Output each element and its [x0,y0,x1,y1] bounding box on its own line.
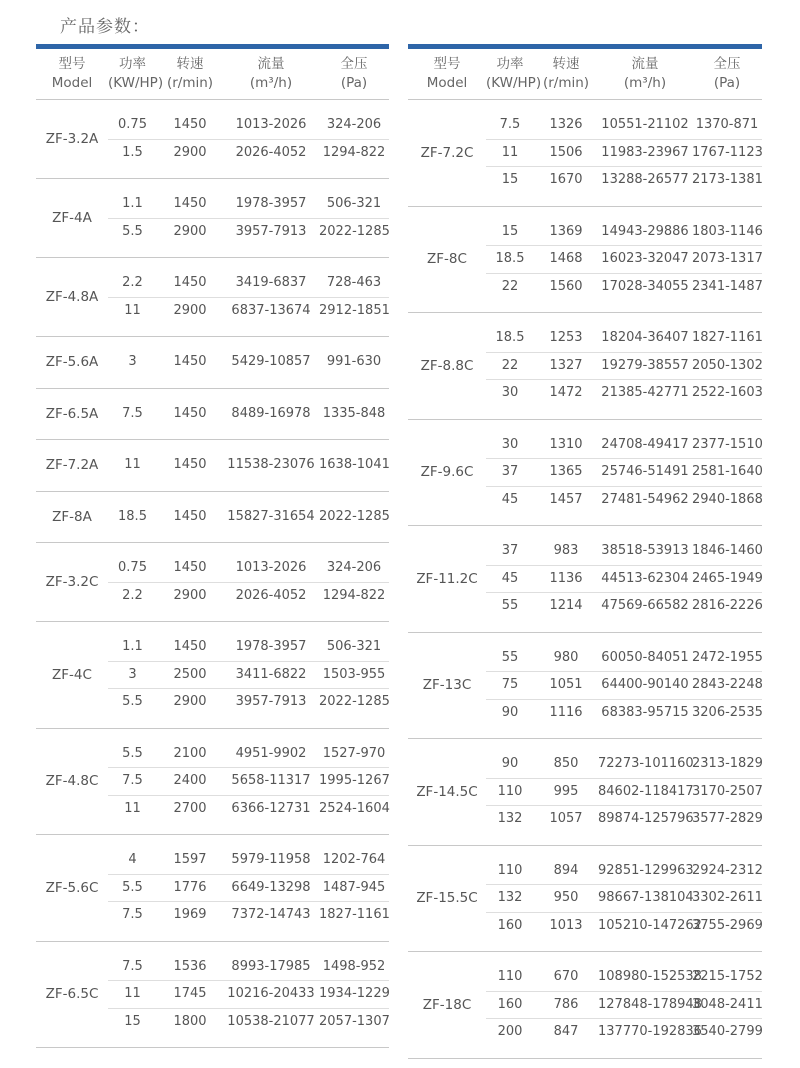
power-cell: 5.5 [108,874,157,902]
power-cell: 90 [486,699,534,739]
header-speed: 转速 (r/min) [166,56,214,91]
speed-cell: 980 [534,632,598,672]
power-cell: 5.5 [108,218,157,258]
table-row [36,258,389,298]
table-row [36,179,389,219]
pressure-cell: 506-321 [319,622,389,662]
flow-cell: 4951-9902 [223,728,319,768]
power-cell: 90 [486,739,534,779]
power-cell: 110 [486,845,534,885]
pressure-cell: 1638-1041 [319,440,389,492]
model-cell: ZF-7.2C [408,100,486,207]
pressure-cell: 2173-1381 [692,167,762,207]
speed-cell: 1365 [534,459,598,487]
pressure-cell: 3170-2507 [692,778,762,806]
table-row [36,941,389,981]
header-pressure: 全压 (Pa) [340,56,368,91]
pressure-cell: 2924-2312 [692,845,762,885]
pressure-cell: 2843-2248 [692,672,762,700]
flow-cell: 64400-90140 [598,672,692,700]
power-cell: 1.1 [108,179,157,219]
power-cell: 55 [486,632,534,672]
speed-cell: 1369 [534,206,598,246]
flow-cell: 68383-95715 [598,699,692,739]
speed-cell: 1214 [534,593,598,633]
table-row [36,622,389,662]
power-cell: 1.1 [108,622,157,662]
pressure-cell: 2377-1510 [692,419,762,459]
flow-cell: 84602-118417 [598,778,692,806]
model-cell: ZF-18C [408,952,486,1059]
speed-cell: 983 [534,526,598,566]
pressure-cell: 1995-1267 [319,768,389,796]
model-cell: ZF-4A [36,179,108,258]
flow-cell: 2026-4052 [223,582,319,622]
flow-cell: 60050-84051 [598,632,692,672]
power-cell: 37 [486,459,534,487]
model-cell: ZF-5.6A [36,337,108,389]
table-row [408,419,762,459]
speed-cell: 1450 [157,179,223,219]
pressure-cell: 3577-2829 [692,806,762,846]
flow-cell: 13288-26577 [598,167,692,207]
flow-cell: 98667-138104 [598,885,692,913]
flow-cell: 1013-2026 [223,543,319,583]
model-cell: ZF-8A [36,491,108,543]
table-row [36,543,389,583]
speed-cell: 1450 [157,622,223,662]
flow-cell: 8993-17985 [223,941,319,981]
power-cell: 15 [108,1008,157,1048]
pressure-cell: 2215-1752 [692,952,762,992]
flow-cell: 27481-54962 [598,486,692,526]
pressure-cell: 1294-822 [319,139,389,179]
power-cell: 55 [486,593,534,633]
power-cell: 30 [486,419,534,459]
model-cell: ZF-15.5C [408,845,486,952]
model-cell: ZF-4C [36,622,108,729]
speed-cell: 894 [534,845,598,885]
speed-cell: 1472 [534,380,598,420]
table-row [36,100,389,140]
flow-cell: 3957-7913 [223,689,319,729]
speed-cell: 1506 [534,139,598,167]
header-flow: 流量 (m³/h) [623,56,667,91]
power-cell: 5.5 [108,728,157,768]
pressure-cell: 2022-1285 [319,491,389,543]
speed-cell: 1326 [534,100,598,140]
flow-cell: 14943-29886 [598,206,692,246]
speed-cell: 1560 [534,273,598,313]
header-model: 型号 Model [426,56,468,91]
speed-cell: 1013 [534,912,598,952]
flow-cell: 44513-62304 [598,565,692,593]
power-cell: 7.5 [108,388,157,440]
flow-cell: 2026-4052 [223,139,319,179]
speed-cell: 1253 [534,313,598,353]
flow-cell: 89874-125796 [598,806,692,846]
flow-cell: 3419-6837 [223,258,319,298]
pressure-cell: 1527-970 [319,728,389,768]
pressure-cell: 2522-1603 [692,380,762,420]
pressure-cell: 1335-848 [319,388,389,440]
header-flow: 流量 (m³/h) [249,56,293,91]
speed-cell: 1051 [534,672,598,700]
speed-cell: 1468 [534,246,598,274]
speed-cell: 1450 [157,337,223,389]
pressure-cell: 1767-1123 [692,139,762,167]
power-cell: 110 [486,952,534,992]
speed-cell: 2500 [157,661,223,689]
table-header [36,47,389,100]
pressure-cell: 2050-1302 [692,352,762,380]
flow-cell: 24708-49417 [598,419,692,459]
power-cell: 3 [108,337,157,389]
pressure-cell: 2816-2226 [692,593,762,633]
speed-cell: 1450 [157,258,223,298]
table-row [408,632,762,672]
speed-cell: 847 [534,1019,598,1059]
power-cell: 11 [486,139,534,167]
pressure-cell: 1827-1161 [692,313,762,353]
flow-cell: 47569-66582 [598,593,692,633]
power-cell: 7.5 [108,902,157,942]
flow-cell: 38518-53913 [598,526,692,566]
speed-cell: 1450 [157,543,223,583]
flow-cell: 72273-101160 [598,739,692,779]
flow-cell: 1978-3957 [223,179,319,219]
flow-cell: 17028-34055 [598,273,692,313]
table-row [36,835,389,875]
table-row [408,952,762,992]
flow-cell: 5979-11958 [223,835,319,875]
pressure-cell: 991-630 [319,337,389,389]
speed-cell: 1136 [534,565,598,593]
pressure-cell: 1503-955 [319,661,389,689]
flow-cell: 6366-12731 [223,795,319,835]
pressure-cell: 2073-1317 [692,246,762,274]
speed-cell: 2900 [157,297,223,337]
pressure-cell: 2341-1487 [692,273,762,313]
table-row [36,388,389,440]
power-cell: 110 [486,778,534,806]
table-row [36,440,389,492]
flow-cell: 105210-147262 [598,912,692,952]
pressure-cell: 1934-1229 [319,981,389,1009]
power-cell: 22 [486,352,534,380]
power-cell: 18.5 [486,313,534,353]
flow-cell: 19279-38557 [598,352,692,380]
header-pressure: 全压 (Pa) [713,56,741,91]
flow-cell: 16023-32047 [598,246,692,274]
flow-cell: 8489-16978 [223,388,319,440]
speed-cell: 1327 [534,352,598,380]
page-title: 产品参数： [60,17,150,37]
model-cell: ZF-8.8C [408,313,486,420]
model-cell: ZF-13C [408,632,486,739]
table-header [408,47,762,100]
pressure-cell: 2912-1851 [319,297,389,337]
power-cell: 30 [486,380,534,420]
pressure-cell: 2313-1829 [692,739,762,779]
power-cell: 15 [486,206,534,246]
pressure-cell: 3540-2799 [692,1019,762,1059]
power-cell: 18.5 [486,246,534,274]
power-cell: 75 [486,672,534,700]
table-row [408,313,762,353]
power-cell: 7.5 [486,100,534,140]
flow-cell: 127848-178948 [598,991,692,1019]
power-cell: 11 [108,297,157,337]
speed-cell: 1969 [157,902,223,942]
flow-cell: 25746-51491 [598,459,692,487]
power-cell: 15 [486,167,534,207]
pressure-cell: 728-463 [319,258,389,298]
flow-cell: 10216-20433 [223,981,319,1009]
spec-table-left [36,44,389,1048]
flow-cell: 3411-6822 [223,661,319,689]
pressure-cell: 506-321 [319,179,389,219]
model-cell: ZF-9.6C [408,419,486,526]
model-cell: ZF-8C [408,206,486,313]
speed-cell: 1450 [157,100,223,140]
table-row [408,845,762,885]
flow-cell: 92851-129963 [598,845,692,885]
power-cell: 1.5 [108,139,157,179]
speed-cell: 1457 [534,486,598,526]
table-row [408,100,762,140]
flow-cell: 5658-11317 [223,768,319,796]
pressure-cell: 3048-2411 [692,991,762,1019]
speed-cell: 1310 [534,419,598,459]
power-cell: 11 [108,795,157,835]
power-cell: 3 [108,661,157,689]
pressure-cell: 2472-1955 [692,632,762,672]
spec-table-right [408,44,762,1059]
power-cell: 45 [486,565,534,593]
model-cell: ZF-6.5C [36,941,108,1048]
power-cell: 0.75 [108,100,157,140]
power-cell: 18.5 [108,491,157,543]
speed-cell: 2900 [157,218,223,258]
model-cell: ZF-6.5A [36,388,108,440]
flow-cell: 6649-13298 [223,874,319,902]
speed-cell: 850 [534,739,598,779]
speed-cell: 2900 [157,582,223,622]
pressure-cell: 1487-945 [319,874,389,902]
pressure-cell: 1202-764 [319,835,389,875]
flow-cell: 108980-152538 [598,952,692,992]
pressure-cell: 1498-952 [319,941,389,981]
speed-cell: 1776 [157,874,223,902]
speed-cell: 1536 [157,941,223,981]
model-cell: ZF-7.2A [36,440,108,492]
flow-cell: 21385-42771 [598,380,692,420]
power-cell: 160 [486,991,534,1019]
table-row [408,739,762,779]
table-row [408,206,762,246]
power-cell: 7.5 [108,768,157,796]
pressure-cell: 2940-1868 [692,486,762,526]
speed-cell: 1597 [157,835,223,875]
power-cell: 11 [108,981,157,1009]
table-row [408,526,762,566]
model-cell: ZF-4.8C [36,728,108,835]
power-cell: 7.5 [108,941,157,981]
flow-cell: 15827-31654 [223,491,319,543]
model-cell: ZF-4.8A [36,258,108,337]
power-cell: 37 [486,526,534,566]
pressure-cell: 3755-2969 [692,912,762,952]
speed-cell: 1450 [157,388,223,440]
pressure-cell: 1846-1460 [692,526,762,566]
flow-cell: 1978-3957 [223,622,319,662]
pressure-cell: 324-206 [319,100,389,140]
speed-cell: 1057 [534,806,598,846]
power-cell: 22 [486,273,534,313]
pressure-cell: 2057-1307 [319,1008,389,1048]
model-cell: ZF-3.2C [36,543,108,622]
speed-cell: 1450 [157,491,223,543]
pressure-cell: 3302-2611 [692,885,762,913]
header-power: 功率 (KW/HP) [486,56,542,91]
table-row [36,337,389,389]
pressure-cell: 1827-1161 [319,902,389,942]
pressure-cell: 2022-1285 [319,689,389,729]
pressure-cell: 3206-2535 [692,699,762,739]
power-cell: 132 [486,806,534,846]
model-cell: ZF-11.2C [408,526,486,633]
pressure-cell: 1370-871 [692,100,762,140]
flow-cell: 1013-2026 [223,100,319,140]
power-cell: 11 [108,440,157,492]
flow-cell: 18204-36407 [598,313,692,353]
table-row [36,728,389,768]
flow-cell: 10551-21102 [598,100,692,140]
pressure-cell: 324-206 [319,543,389,583]
power-cell: 4 [108,835,157,875]
flow-cell: 11538-23076 [223,440,319,492]
model-cell: ZF-14.5C [408,739,486,846]
table-row [36,491,389,543]
speed-cell: 670 [534,952,598,992]
power-cell: 132 [486,885,534,913]
speed-cell: 2400 [157,768,223,796]
speed-cell: 1745 [157,981,223,1009]
speed-cell: 2100 [157,728,223,768]
flow-cell: 11983-23967 [598,139,692,167]
power-cell: 160 [486,912,534,952]
speed-cell: 950 [534,885,598,913]
power-cell: 2.2 [108,258,157,298]
power-cell: 2.2 [108,582,157,622]
pressure-cell: 1294-822 [319,582,389,622]
power-cell: 200 [486,1019,534,1059]
flow-cell: 6837-13674 [223,297,319,337]
flow-cell: 3957-7913 [223,218,319,258]
header-model: 型号 Model [51,56,93,91]
header-speed: 转速 (r/min) [542,56,590,91]
flow-cell: 5429-10857 [223,337,319,389]
flow-cell: 10538-21077 [223,1008,319,1048]
pressure-cell: 2465-1949 [692,565,762,593]
flow-cell: 7372-14743 [223,902,319,942]
flow-cell: 137770-192836 [598,1019,692,1059]
speed-cell: 2900 [157,139,223,179]
speed-cell: 2900 [157,689,223,729]
power-cell: 45 [486,486,534,526]
pressure-cell: 1803-1146 [692,206,762,246]
speed-cell: 1670 [534,167,598,207]
pressure-cell: 2022-1285 [319,218,389,258]
speed-cell: 2700 [157,795,223,835]
speed-cell: 1116 [534,699,598,739]
speed-cell: 1450 [157,440,223,492]
speed-cell: 786 [534,991,598,1019]
model-cell: ZF-3.2A [36,100,108,179]
pressure-cell: 2524-1604 [319,795,389,835]
model-cell: ZF-5.6C [36,835,108,942]
power-cell: 0.75 [108,543,157,583]
speed-cell: 995 [534,778,598,806]
header-power: 功率 (KW/HP) [108,56,164,91]
speed-cell: 1800 [157,1008,223,1048]
pressure-cell: 2581-1640 [692,459,762,487]
power-cell: 5.5 [108,689,157,729]
